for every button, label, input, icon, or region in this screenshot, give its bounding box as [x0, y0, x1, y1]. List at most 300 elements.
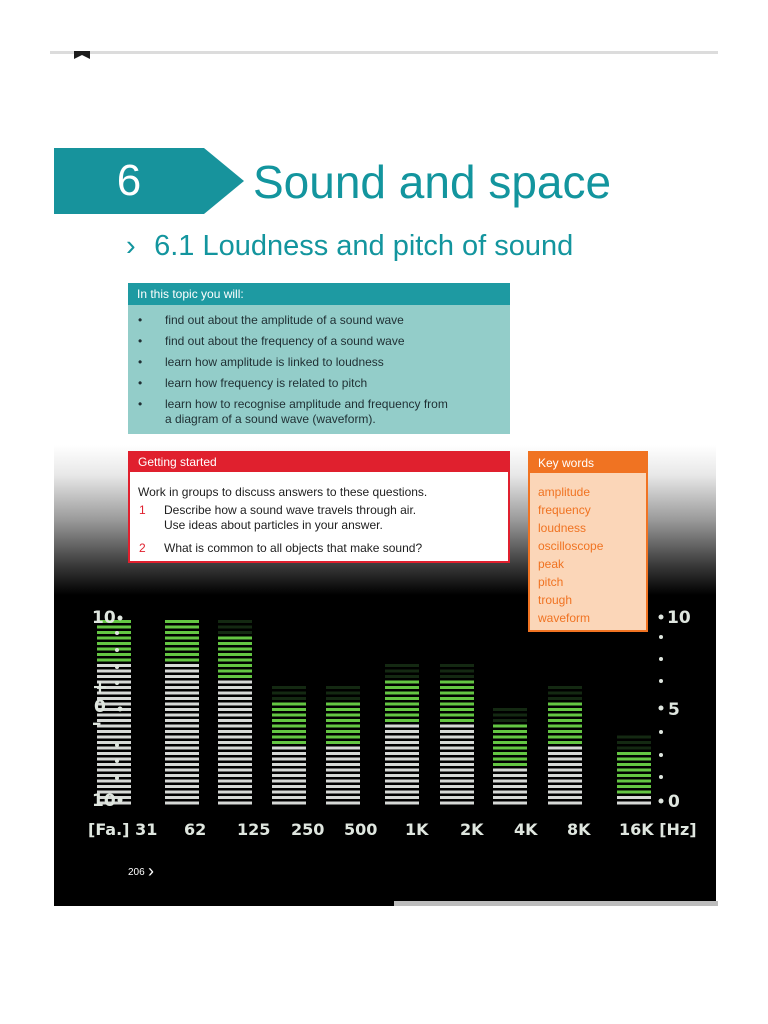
topic-item-text: learn how to recognise amplitude and frequency from [165, 397, 448, 411]
equalizer-segment [218, 736, 252, 739]
equalizer-segment [385, 780, 419, 783]
equalizer-segment [165, 626, 199, 629]
equalizer-segment [218, 796, 252, 799]
equalizer-segment [493, 752, 527, 755]
equalizer-segment [218, 752, 252, 755]
equalizer-segment [548, 758, 582, 761]
equalizer-segment [440, 686, 474, 689]
equalizer-segment [326, 780, 360, 783]
equalizer-segment [548, 802, 582, 805]
equalizer-segment [493, 796, 527, 799]
equalizer-segment [165, 791, 199, 794]
chapter-title: Sound and space [253, 156, 612, 208]
equalizer-segment [218, 659, 252, 662]
equalizer-bar [218, 620, 252, 805]
equalizer-segment [385, 708, 419, 711]
question-number: 1 [139, 503, 146, 517]
equalizer-segment [440, 763, 474, 766]
equalizer-segment [440, 802, 474, 805]
equalizer-segment [218, 653, 252, 656]
equalizer-segment [385, 736, 419, 739]
question-text: Describe how a sound wave travels through air. [164, 503, 417, 517]
equalizer-segment [272, 725, 306, 728]
equalizer-segment [326, 747, 360, 750]
equalizer-segment [272, 730, 306, 733]
scale-dot [659, 679, 663, 683]
band-label: 500 [344, 820, 378, 839]
topic-item-text: find out about the amplitude of a sound wave [165, 313, 404, 327]
equalizer-segment [165, 708, 199, 711]
equalizer-segment [97, 648, 131, 651]
equalizer-segment [440, 681, 474, 684]
topic-item-text: learn how frequency is related to pitch [165, 376, 368, 390]
equalizer-segment [272, 708, 306, 711]
equalizer-segment [165, 725, 199, 728]
equalizer-segment [272, 780, 306, 783]
equalizer-segment [440, 791, 474, 794]
equalizer-segment [326, 697, 360, 700]
equalizer-segment [440, 741, 474, 744]
key-word: amplitude [538, 485, 591, 499]
band-label: 62 [184, 820, 207, 839]
scale-dot [659, 730, 663, 734]
equalizer-segment [385, 697, 419, 700]
question-item [130, 541, 508, 556]
scale-dot [659, 635, 663, 639]
equalizer-segment [385, 796, 419, 799]
equalizer-segment [218, 686, 252, 689]
equalizer-segment [97, 763, 131, 766]
equalizer-segment [548, 785, 582, 788]
key-word: oscilloscope [538, 539, 604, 553]
equalizer-segment [548, 752, 582, 755]
equalizer-segment [272, 719, 306, 722]
equalizer-segment [272, 763, 306, 766]
equalizer-segment [326, 703, 360, 706]
equalizer-segment [493, 785, 527, 788]
equalizer-segment [97, 736, 131, 739]
equalizer-segment [385, 730, 419, 733]
equalizer-segment [272, 741, 306, 744]
equalizer-segment [97, 642, 131, 645]
equalizer-segment [440, 774, 474, 777]
equalizer-segment [493, 730, 527, 733]
equalizer-segment [493, 747, 527, 750]
equalizer-segment [493, 780, 527, 783]
equalizer-segment [97, 730, 131, 733]
equalizer-segment [385, 752, 419, 755]
chevron-right-icon: › [126, 230, 136, 262]
equalizer-segment [272, 758, 306, 761]
equalizer-segment [165, 703, 199, 706]
equalizer-segment [385, 714, 419, 717]
equalizer-segment [493, 708, 527, 711]
topic-box-heading: In this topic you will: [128, 283, 510, 305]
equalizer-segment [326, 796, 360, 799]
equalizer-segment [218, 692, 252, 695]
section-heading [126, 226, 573, 266]
right-scale-dots [659, 615, 664, 804]
equalizer-segment [440, 796, 474, 799]
equalizer-segment [326, 714, 360, 717]
scale-dot [659, 775, 663, 779]
equalizer-segment [165, 769, 199, 772]
equalizer-segment [385, 670, 419, 673]
equalizer-segment [218, 620, 252, 623]
equalizer-segment [548, 725, 582, 728]
equalizer-segment [218, 774, 252, 777]
equalizer-segment [97, 758, 131, 761]
equalizer-segment [440, 725, 474, 728]
equalizer-segment [165, 631, 199, 634]
equalizer-segment [165, 620, 199, 623]
left-label-plus: + [92, 676, 108, 698]
equalizer-segment [617, 796, 651, 799]
equalizer-segment [218, 730, 252, 733]
topic-item-text-line2: a diagram of a sound wave (waveform). [165, 412, 376, 426]
equalizer-segment [493, 714, 527, 717]
equalizer-segment [97, 741, 131, 744]
equalizer-segment [385, 774, 419, 777]
equalizer-segment [272, 714, 306, 717]
equalizer-segment [440, 736, 474, 739]
equalizer-segment [385, 675, 419, 678]
equalizer-segment [97, 774, 131, 777]
equalizer-segment [165, 642, 199, 645]
equalizer-segment [493, 725, 527, 728]
equalizer-segment [326, 725, 360, 728]
scale-dot [659, 615, 664, 620]
equalizer-segment [218, 725, 252, 728]
equalizer-segment [272, 774, 306, 777]
question-text: What is common to all objects that make sound? [164, 541, 423, 555]
equalizer-segment [548, 741, 582, 744]
topic-item [128, 397, 510, 427]
equalizer-segment [97, 780, 131, 783]
question-number: 2 [139, 541, 146, 555]
bookmark-icon[interactable] [74, 51, 90, 59]
equalizer-segment [617, 774, 651, 777]
band-label: 2K [460, 820, 484, 839]
key-word: trough [538, 593, 573, 607]
equalizer-segment [617, 741, 651, 744]
equalizer-segment [326, 791, 360, 794]
equalizer-bar [272, 686, 306, 805]
getting-started-intro: Work in groups to discuss answers to these questions. [138, 485, 428, 499]
equalizer-segment [218, 670, 252, 673]
equalizer-segment [272, 752, 306, 755]
left-label-minus: – [92, 712, 102, 734]
equalizer-bars [97, 620, 651, 805]
scale-dot [659, 753, 663, 757]
equalizer-segment [385, 692, 419, 695]
equalizer-segment [493, 758, 527, 761]
equalizer-segment [218, 802, 252, 805]
equalizer-segment [218, 785, 252, 788]
equalizer-segment [385, 725, 419, 728]
equalizer-segment [617, 791, 651, 794]
topic-item [128, 376, 510, 391]
equalizer-segment [165, 758, 199, 761]
top-rule [50, 51, 718, 54]
scale-dot [115, 648, 119, 652]
getting-started-box [128, 451, 510, 563]
equalizer-segment [218, 769, 252, 772]
equalizer-segment [165, 659, 199, 662]
equalizer-segment [272, 697, 306, 700]
equalizer-segment [440, 758, 474, 761]
equalizer-segment [272, 692, 306, 695]
key-word: loudness [538, 521, 587, 535]
equalizer-segment [385, 769, 419, 772]
equalizer-segment [97, 719, 131, 722]
equalizer-segment [165, 653, 199, 656]
scale-dot [115, 743, 119, 747]
equalizer-segment [165, 785, 199, 788]
equalizer-segment [165, 736, 199, 739]
equalizer-segment [326, 752, 360, 755]
equalizer-segment [165, 681, 199, 684]
equalizer-bar [617, 736, 651, 805]
equalizer-segment [548, 714, 582, 717]
key-word: pitch [538, 575, 564, 589]
equalizer-segment [548, 747, 582, 750]
equalizer-segment [165, 763, 199, 766]
band-label: 125 [237, 820, 271, 839]
equalizer-segment [326, 708, 360, 711]
band-label: 8K [567, 820, 591, 839]
equalizer-segment [326, 758, 360, 761]
equalizer-segment [218, 642, 252, 645]
equalizer-segment [440, 730, 474, 733]
right-label-top: 10 [667, 608, 691, 628]
equalizer-segment [385, 758, 419, 761]
equalizer-segment [440, 785, 474, 788]
scale-dot [115, 665, 119, 669]
scale-dot [115, 681, 119, 685]
equalizer-segment [548, 697, 582, 700]
equalizer-segment [617, 758, 651, 761]
equalizer-segment [97, 752, 131, 755]
equalizer-segment [326, 785, 360, 788]
equalizer-segment [493, 769, 527, 772]
equalizer-segment [617, 747, 651, 750]
bullet-icon: • [138, 313, 143, 327]
left-label-top: 10 [92, 608, 116, 628]
equalizer-segment [385, 719, 419, 722]
equalizer-segment [165, 670, 199, 673]
key-word: peak [538, 557, 565, 571]
equalizer-segment [493, 791, 527, 794]
equalizer-segment [165, 637, 199, 640]
equalizer-segment [218, 631, 252, 634]
equalizer-segment [218, 681, 252, 684]
equalizer-segment [218, 703, 252, 706]
equalizer-segment [326, 741, 360, 744]
equalizer-segment [440, 664, 474, 667]
equalizer-segment [272, 736, 306, 739]
equalizer-segment [272, 703, 306, 706]
equalizer-segment [165, 796, 199, 799]
getting-started-heading: Getting started [130, 453, 508, 472]
topic-list [128, 305, 510, 427]
equalizer-segment [385, 703, 419, 706]
photo-corner [394, 901, 718, 906]
equalizer-bar [440, 664, 474, 805]
equalizer-segment [272, 785, 306, 788]
equalizer-segment [218, 719, 252, 722]
equalizer-segment [326, 769, 360, 772]
equalizer-segment [272, 686, 306, 689]
equalizer-segment [218, 791, 252, 794]
section-number: 6.1 [154, 230, 195, 262]
right-label-mid: 5 [668, 700, 680, 720]
equalizer-segment [218, 758, 252, 761]
equalizer-segment [272, 796, 306, 799]
right-label-bottom: 0 [668, 792, 680, 812]
equalizer-segment [218, 675, 252, 678]
equalizer-segment [548, 719, 582, 722]
band-label: 4K [514, 820, 538, 839]
equalizer-segment [165, 648, 199, 651]
equalizer-segment [165, 675, 199, 678]
topic-item-text: learn how amplitude is linked to loudness [165, 355, 384, 369]
equalizer-segment [326, 686, 360, 689]
equalizer-segment [165, 714, 199, 717]
question-text-line2: Use ideas about particles in your answer. [164, 518, 383, 532]
equalizer-segment [493, 763, 527, 766]
equalizer-segment [218, 747, 252, 750]
equalizer-segment [97, 769, 131, 772]
equalizer-segment [385, 741, 419, 744]
equalizer-segment [440, 692, 474, 695]
equalizer-segment [165, 747, 199, 750]
equalizer-segment [440, 670, 474, 673]
equalizer-segment [440, 719, 474, 722]
key-word: waveform [538, 611, 591, 625]
equalizer-segment [385, 763, 419, 766]
equalizer-segment [548, 736, 582, 739]
equalizer-segment [165, 697, 199, 700]
equalizer-segment [385, 747, 419, 750]
equalizer-segment [165, 774, 199, 777]
band-label: 1K [405, 820, 429, 839]
equalizer-bar [493, 708, 527, 805]
equalizer-segment [165, 780, 199, 783]
scale-dot [659, 657, 663, 661]
chapter-number: 6 [116, 156, 142, 205]
equalizer-segment [617, 785, 651, 788]
question-item [130, 503, 508, 533]
equalizer-segment [218, 697, 252, 700]
equalizer-segment [272, 747, 306, 750]
equalizer-segment [97, 785, 131, 788]
equalizer-segment [326, 719, 360, 722]
equalizer-segment [548, 763, 582, 766]
scale-dot [118, 707, 123, 712]
equalizer-segment [440, 780, 474, 783]
equalizer-segment [385, 664, 419, 667]
equalizer-bar [385, 664, 419, 805]
section-title: Loudness and pitch of sound [202, 230, 574, 262]
equalizer-segment [326, 736, 360, 739]
equalizer-segment [548, 703, 582, 706]
equalizer-segment [326, 692, 360, 695]
equalizer-segment [617, 802, 651, 805]
key-words-list [530, 473, 646, 627]
topic-item-text: find out about the frequency of a sound wave [165, 334, 405, 348]
equalizer-segment [617, 736, 651, 739]
equalizer-segment [326, 802, 360, 805]
equalizer-segment [272, 769, 306, 772]
equalizer-segment [97, 664, 131, 667]
equalizer-segment [617, 780, 651, 783]
bullet-icon: • [138, 376, 143, 390]
scale-dot [118, 798, 123, 803]
equalizer-segment [97, 653, 131, 656]
bullet-icon: • [138, 334, 143, 348]
equalizer-segment [218, 780, 252, 783]
band-label: 16K [Hz] [619, 820, 697, 839]
equalizer-segment [97, 670, 131, 673]
equalizer-segment [218, 637, 252, 640]
equalizer-segment [548, 769, 582, 772]
equalizer-segment [548, 708, 582, 711]
equalizer-segment [440, 703, 474, 706]
topic-item [128, 313, 510, 328]
scale-dot [118, 616, 123, 621]
equalizer-segment [326, 730, 360, 733]
equalizer-segment [218, 714, 252, 717]
equalizer-segment [440, 752, 474, 755]
equalizer-segment [165, 686, 199, 689]
band-label: 250 [291, 820, 325, 839]
equalizer-segment [165, 692, 199, 695]
equalizer-segment [548, 730, 582, 733]
equalizer-segment [440, 708, 474, 711]
key-words-box [528, 451, 648, 632]
equalizer-segment [218, 648, 252, 651]
left-label-zero: 0 [94, 697, 106, 717]
equalizer-segment [218, 708, 252, 711]
scale-dot [115, 631, 119, 635]
equalizer-bar [326, 686, 360, 805]
key-word: frequency [538, 503, 591, 517]
bullet-icon: • [138, 397, 143, 411]
equalizer-segment [385, 785, 419, 788]
equalizer-segment [440, 714, 474, 717]
scale-dot [115, 776, 119, 780]
scale-dot [659, 799, 664, 804]
equalizer-segment [440, 747, 474, 750]
topic-box [128, 283, 510, 434]
equalizer-segment [493, 719, 527, 722]
equalizer-segment [326, 774, 360, 777]
equalizer-segment [385, 791, 419, 794]
equalizer-segment [493, 774, 527, 777]
equalizer-segment [165, 730, 199, 733]
equalizer-segment [548, 780, 582, 783]
equalizer-segment [440, 697, 474, 700]
equalizer-segment [165, 664, 199, 667]
next-page-chevron-icon[interactable]: › [148, 861, 154, 881]
topic-item [128, 355, 510, 370]
equalizer-segment [97, 637, 131, 640]
equalizer-segment [97, 747, 131, 750]
equalizer-segment [617, 763, 651, 766]
equalizer-segment [440, 769, 474, 772]
equalizer-segment [97, 725, 131, 728]
